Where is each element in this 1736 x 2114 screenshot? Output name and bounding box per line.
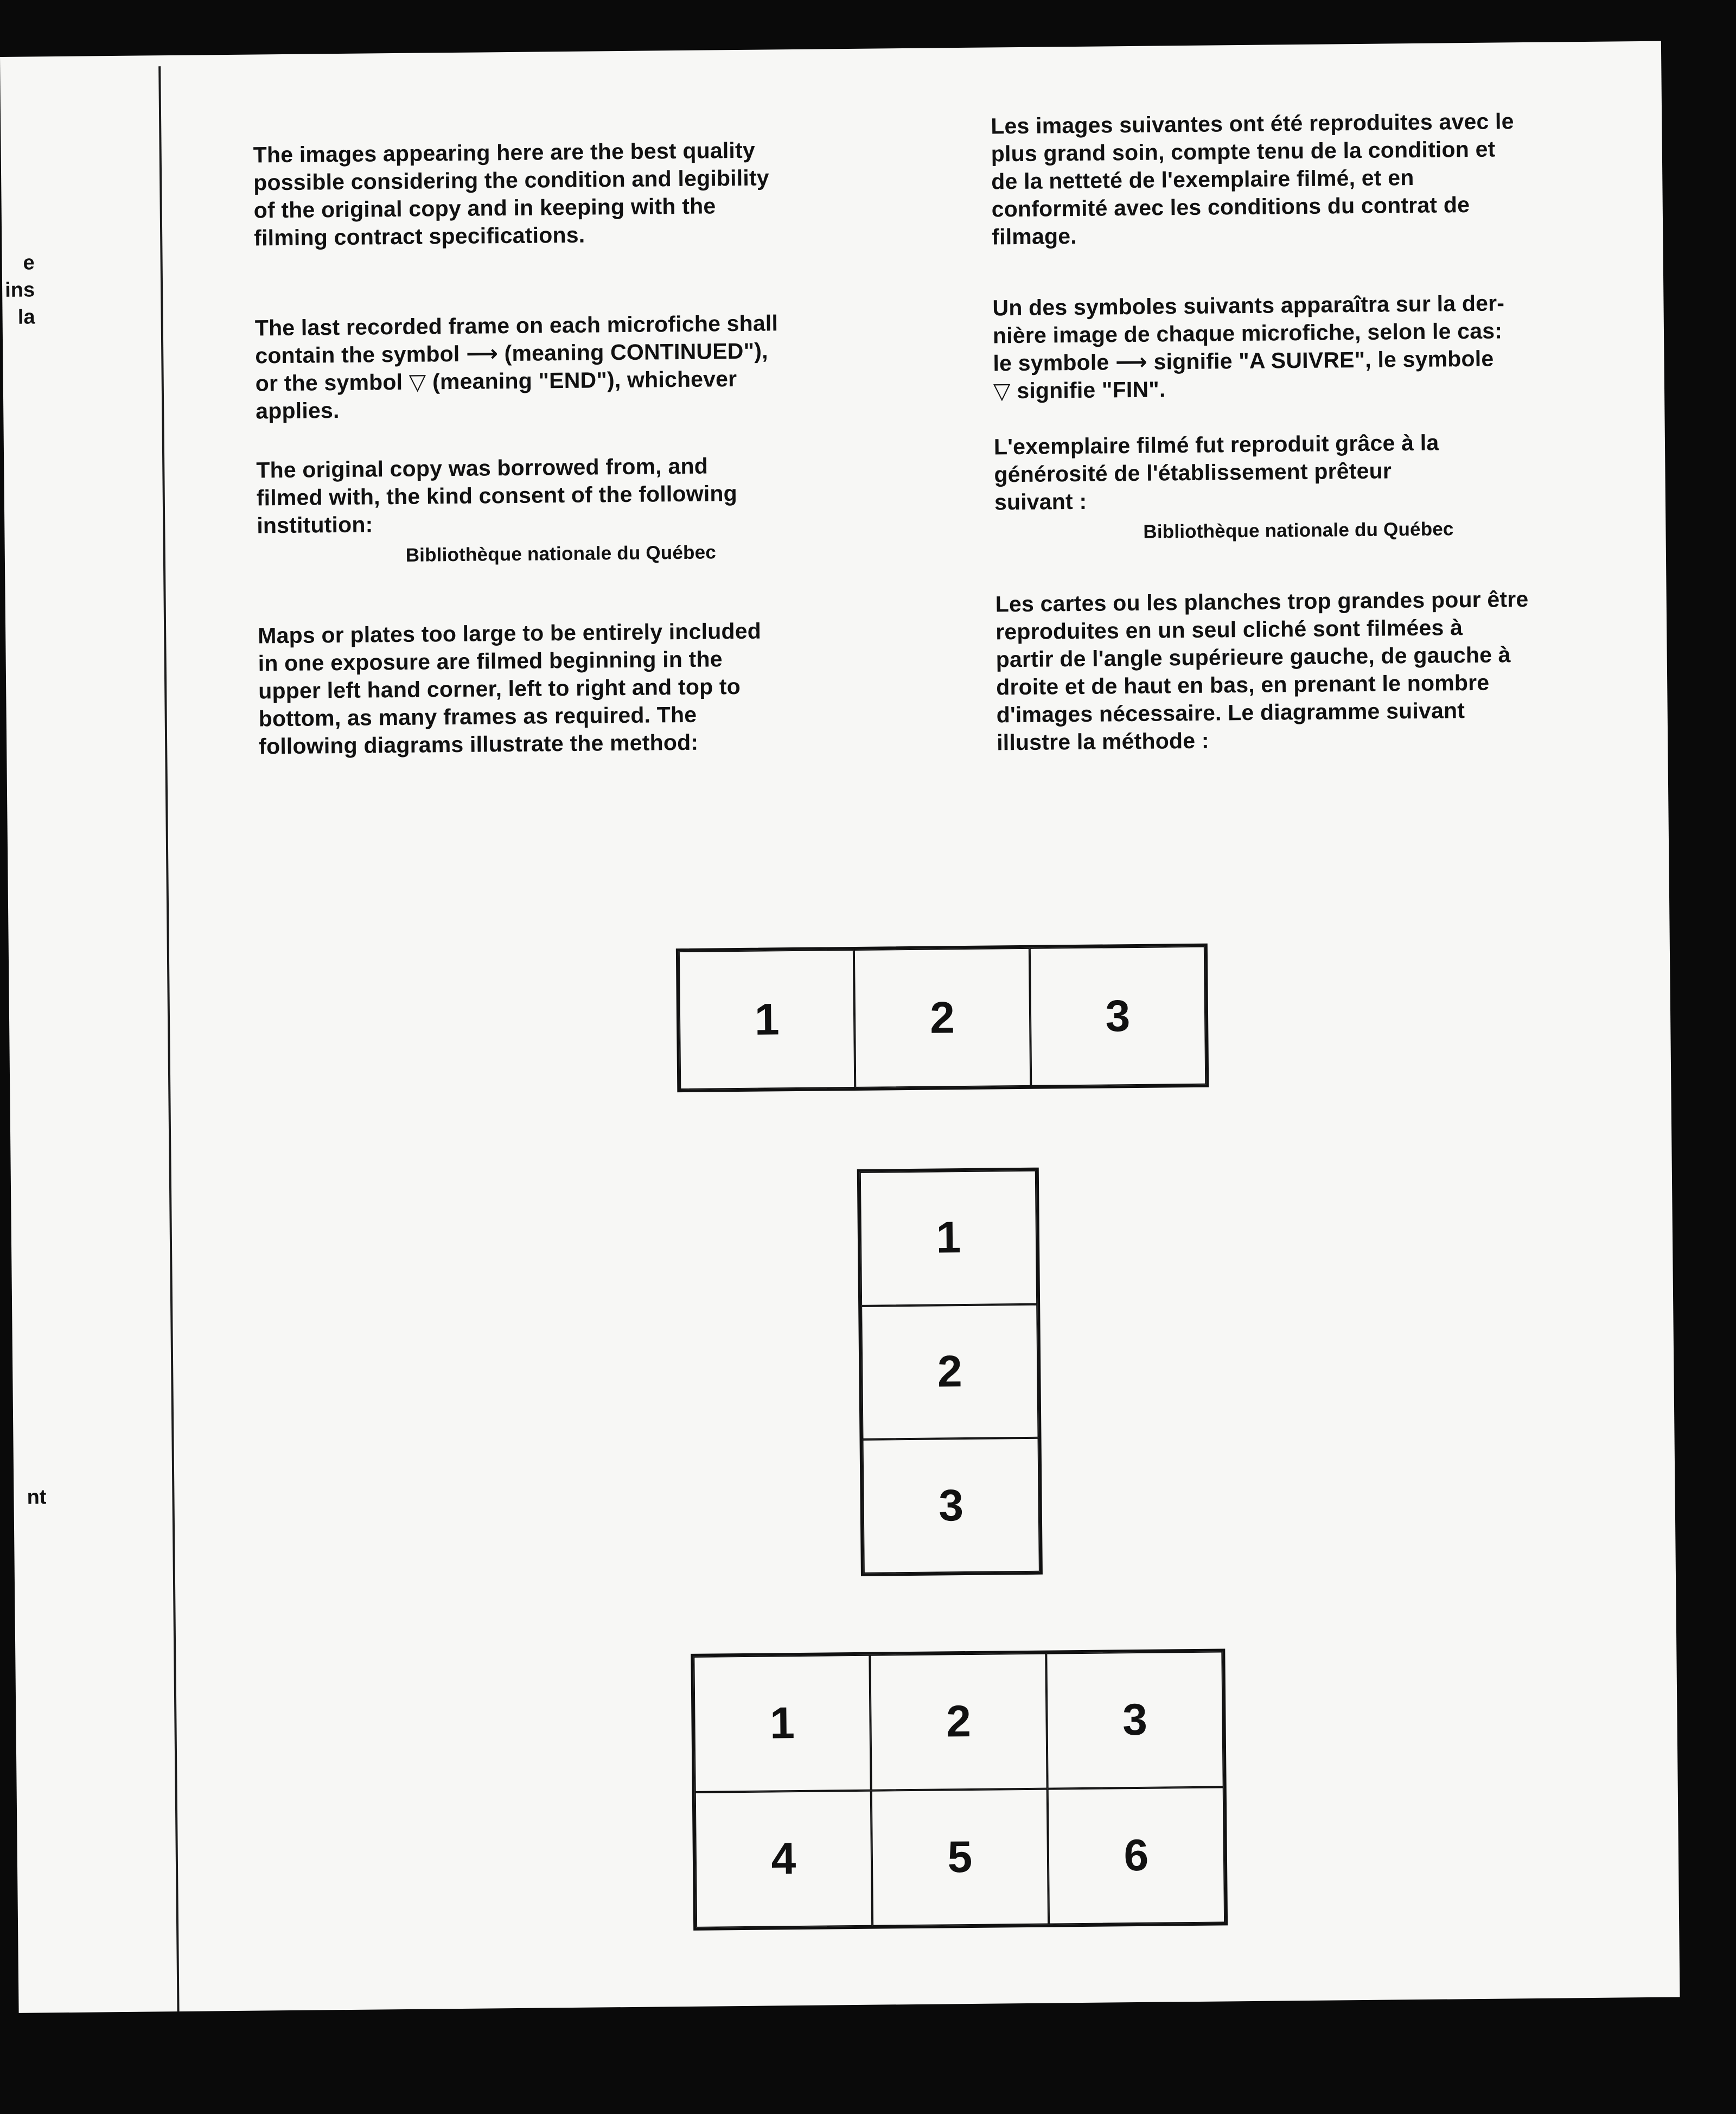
english-institution: Bibliothèque nationale du Québec (405, 542, 717, 566)
diagram-cell: 2 (870, 1653, 1047, 1791)
french-paragraph-quality: Les images suivantes ont été reproduites avec le plus grand soin, compte tenu de la condition et de la netteté de l'exemplaire filmé, et en conformité avec les conditions du contrat de filmage. (991, 109, 1514, 250)
french-institution: Bibliothèque nationale du Québec (1143, 518, 1454, 543)
english-paragraph-method: Maps or plates too large to be entirely included in one exposure are filmed beginning in the upper left hand corner, left to right and top to bottom, as many frames as required. The following diagrams illustrate the method: (258, 618, 762, 759)
english-paragraph-quality: The images appearing here are the best quality possible considering the condition and legibility of the original copy and in keeping with the filming contract specifications. (253, 137, 770, 251)
page-fold-line (158, 66, 179, 2011)
diagram-cell: 1 (860, 1170, 1037, 1306)
diagram-cell: 3 (1030, 946, 1207, 1086)
french-column (991, 107, 1604, 757)
left-margin-fragment: e (23, 251, 35, 275)
french-paragraph-symbols: Un des symboles suivants apparaîtra sur la der- nière image de chaque microfiche, selon le cas: le symbole ⟶ signifie "A SUIVRE", le symbole ▽ signifie "FIN". (992, 290, 1505, 404)
diagram-cell: 2 (854, 948, 1031, 1088)
diagram-cell: 4 (695, 1791, 872, 1928)
english-paragraph-symbols: The last recorded frame on each microfiche shall contain the symbol ⟶ (meaning CONTINUED"), or the symbol ▽ (meaning "END"), whichever applies. (254, 310, 778, 424)
left-margin-fragment: ins (5, 278, 35, 302)
diagram-cell: 1 (693, 1655, 871, 1792)
diagram-cell: 3 (1046, 1652, 1223, 1789)
diagram-row (676, 944, 1209, 1092)
diagram-cell: 5 (871, 1789, 1049, 1926)
french-paragraph-source: L'exemplaire filmé fut reproduit grâce à la générosité de l'établissement prêteur suivant : (993, 430, 1439, 515)
diagram-cell: 6 (1048, 1787, 1225, 1924)
french-paragraph-method: Les cartes ou les planches trop grandes pour être reproduites en un seul cliché sont filmées à partir de l'angle supérieure gauche, de gauche à droite et de haut en bas, en prenant le nombre d'images nécessaire. Le diagramme suivant illustre la méthode : (995, 587, 1529, 755)
english-column (253, 136, 867, 761)
diagram-cell: 3 (863, 1438, 1040, 1574)
left-margin-fragment: la (17, 305, 35, 329)
page-sheet (0, 41, 1680, 2013)
diagram-cell: 1 (679, 950, 856, 1090)
diagram-grid (691, 1648, 1228, 1930)
english-paragraph-source: The original copy was borrowed from, and filmed with, the kind consent of the following institution: (256, 453, 738, 538)
diagram-cell: 2 (861, 1304, 1038, 1440)
diagram-column (857, 1168, 1043, 1576)
left-margin-fragment: nt (27, 1486, 47, 1509)
